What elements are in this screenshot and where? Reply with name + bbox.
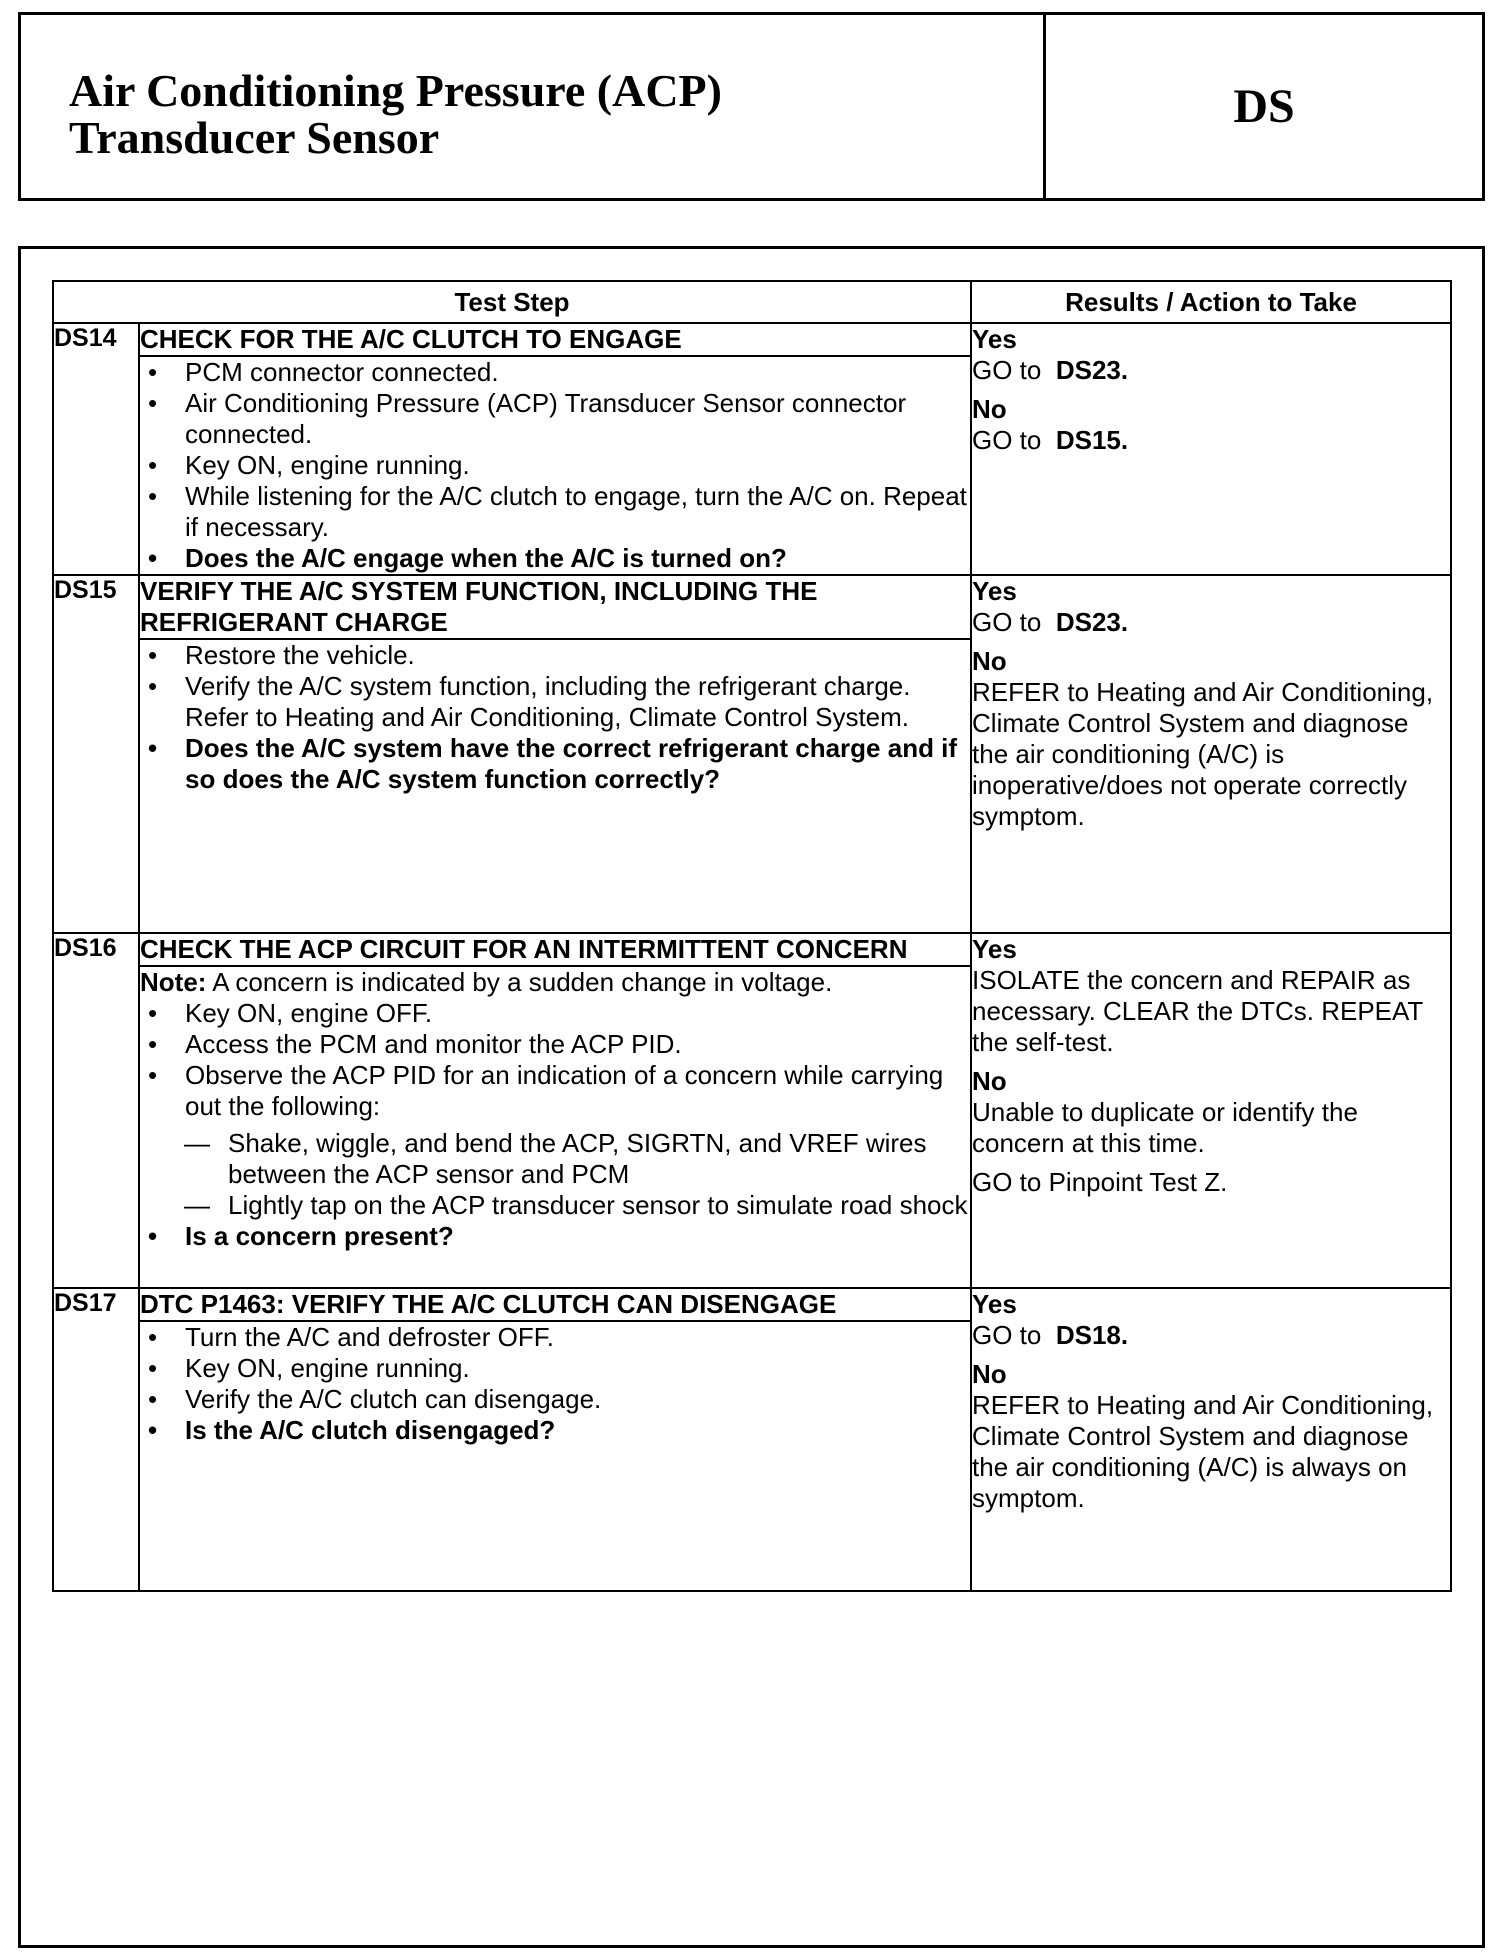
step-instructions: [139, 966, 971, 1288]
pinpoint-test-table: [52, 280, 1452, 1592]
no-followup-action: GO to Pinpoint Test Z.: [972, 1167, 1228, 1197]
step-instructions: [139, 639, 971, 933]
list-item: • Verify the A/C system function, including the refrigerant charge. Refer to Heating and Air Conditioning, Climate Control System.: [140, 671, 970, 733]
list-item: • Verify the A/C clutch can disengage.: [140, 1384, 970, 1415]
yes-label: Yes: [972, 324, 1017, 354]
list-item: • Key ON, engine running.: [140, 450, 970, 481]
sub-list-item: — Lightly tap on the ACP transducer sensor to simulate road shock: [140, 1190, 970, 1221]
step-result: [971, 323, 1451, 575]
page-title: Air Conditioning Pressure (ACP) Transducer Sensor: [69, 65, 722, 163]
list-item: • Restore the vehicle.: [140, 640, 970, 671]
list-item: • Access the PCM and monitor the ACP PID.: [140, 1029, 970, 1060]
no-label: No: [972, 1066, 1007, 1096]
step-note: Note: A concern is indicated by a sudden change in voltage.: [140, 967, 833, 997]
no-action: REFER to Heating and Air Conditioning, Climate Control System and diagnose the air conditioning (A/C) is inoperative/does not operate correctly symptom.: [972, 677, 1434, 831]
yes-label: Yes: [972, 1289, 1017, 1319]
section-code: DS: [1233, 80, 1295, 133]
no-action: GO to DS15.: [972, 425, 1129, 455]
sub-list-item: — Shake, wiggle, and bend the ACP, SIGRTN, and VREF wires between the ACP sensor and PCM: [140, 1128, 970, 1190]
step-question: • Is the A/C clutch disengaged?: [140, 1415, 970, 1446]
step-title: DTC P1463: VERIFY THE A/C CLUTCH CAN DISENGAGE: [139, 1288, 971, 1321]
step-title: VERIFY THE A/C SYSTEM FUNCTION, INCLUDING THE REFRIGERANT CHARGE: [139, 575, 971, 639]
step-title-row: [53, 933, 1451, 966]
list-item: • PCM connector connected.: [140, 357, 970, 388]
list-item: • While listening for the A/C clutch to engage, turn the A/C on. Repeat if necessary.: [140, 481, 970, 543]
step-id: DS15: [53, 575, 139, 933]
step-id: DS16: [53, 933, 139, 1288]
yes-label: Yes: [972, 576, 1017, 606]
step-question: • Does the A/C engage when the A/C is turned on?: [140, 543, 970, 574]
column-header-results: Results / Action to Take: [971, 281, 1451, 323]
step-question: • Is a concern present?: [140, 1221, 970, 1252]
step-question: • Does the A/C system have the correct refrigerant charge and if so does the A/C system function correctly?: [140, 733, 970, 795]
step-result: [971, 1288, 1451, 1591]
yes-action: ISOLATE the concern and REPAIR as necessary. CLEAR the DTCs. REPEAT the self-test.: [972, 965, 1423, 1057]
step-id: DS17: [53, 1288, 139, 1591]
no-label: No: [972, 646, 1007, 676]
table-header-row: [53, 281, 1451, 323]
list-item: • Key ON, engine running.: [140, 1353, 970, 1384]
step-title: CHECK FOR THE A/C CLUTCH TO ENGAGE: [139, 323, 971, 356]
yes-action: GO to DS18.: [972, 1320, 1129, 1350]
column-header-test-step: Test Step: [53, 281, 971, 323]
yes-action: GO to DS23.: [972, 355, 1129, 385]
page-header: [18, 12, 1485, 201]
list-item: • Turn the A/C and defroster OFF.: [140, 1322, 970, 1353]
step-result: [971, 575, 1451, 933]
step-title-row: [53, 1288, 1451, 1321]
yes-action: GO to DS23.: [972, 607, 1129, 637]
step-title-row: [53, 575, 1451, 639]
no-action: REFER to Heating and Air Conditioning, Climate Control System and diagnose the air conditioning (A/C) is always on symptom.: [972, 1390, 1434, 1513]
step-instructions: [139, 356, 971, 575]
step-title-row: [53, 323, 1451, 356]
step-title: CHECK THE ACP CIRCUIT FOR AN INTERMITTENT CONCERN: [139, 933, 971, 966]
no-label: No: [972, 394, 1007, 424]
list-item: • Air Conditioning Pressure (ACP) Transducer Sensor connector connected.: [140, 388, 970, 450]
no-action: Unable to duplicate or identify the concern at this time.: [972, 1097, 1358, 1158]
step-result: [971, 933, 1451, 1288]
step-instructions: [139, 1321, 971, 1591]
list-item: • Observe the ACP PID for an indication of a concern while carrying out the following:: [140, 1060, 970, 1122]
list-item: • Key ON, engine OFF.: [140, 998, 970, 1029]
step-id: DS14: [53, 323, 139, 575]
no-label: No: [972, 1359, 1007, 1389]
yes-label: Yes: [972, 934, 1017, 964]
